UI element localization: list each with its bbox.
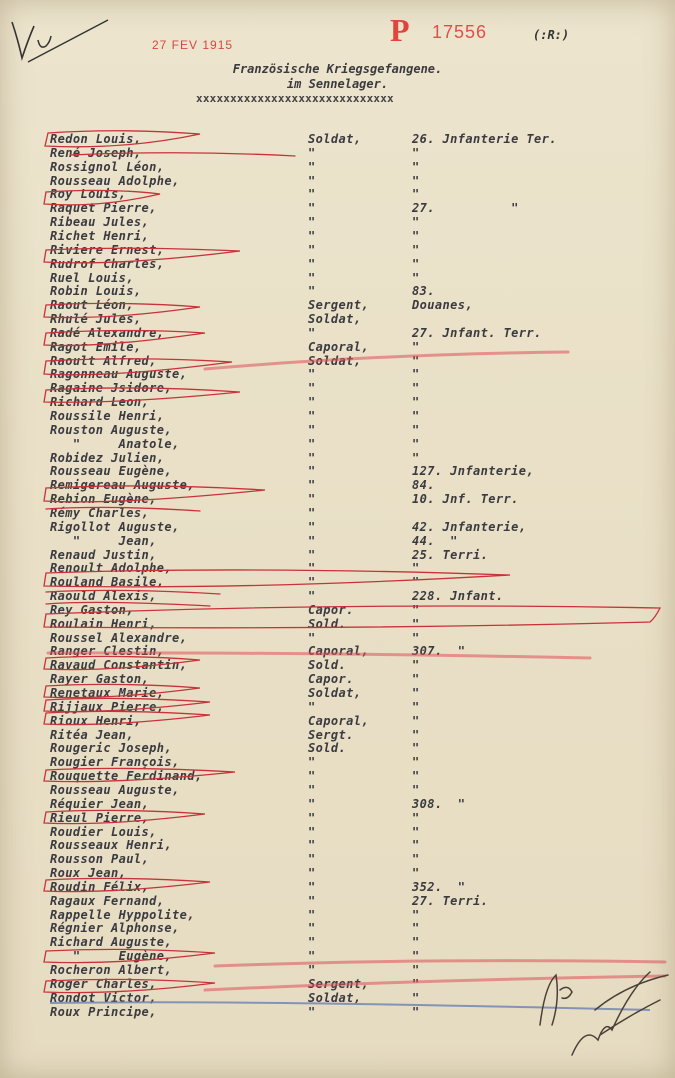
title-line-1: Französische Kriegsgefangene.: [232, 62, 443, 76]
prisoner-rank: ": [308, 963, 316, 977]
prisoner-name: Richard Auguste,: [50, 935, 172, 950]
prisoner-rank: ": [308, 879, 316, 894]
prisoner-unit: ": [412, 755, 420, 770]
prisoner-unit: ": [412, 907, 420, 922]
prisoner-rank: ": [308, 436, 316, 451]
prisoner-name: Redon Louis,: [50, 132, 142, 146]
prisoner-unit: ": [412, 436, 420, 451]
prisoner-rank: ": [308, 782, 316, 797]
prisoner-rank: ": [308, 505, 316, 520]
prisoner-rank: ": [308, 256, 316, 271]
prisoner-name: Rémy Charles,: [50, 505, 150, 520]
prisoner-rank: ": [308, 935, 316, 950]
prisoner-unit: ": [412, 658, 420, 673]
prisoner-unit: 42. Jnfanterie,: [412, 519, 527, 534]
prisoner-name: Roulain Henri,: [50, 616, 157, 631]
prisoner-rank: ": [308, 866, 316, 880]
prisoner-name: Rousson Paul,: [50, 852, 150, 867]
prisoner-unit: ": [412, 741, 420, 756]
prisoner-unit: 127. Jnfanterie,: [412, 464, 534, 479]
prisoner-unit: 308. ": [412, 796, 466, 811]
prisoner-rank: ": [308, 492, 316, 507]
prisoner-name: Rouland Basile,: [50, 575, 165, 590]
prisoner-name: Rougier François,: [50, 755, 180, 770]
prisoner-name: Riviere Ernest,: [50, 242, 165, 257]
prisoner-unit: 228. Jnfant.: [412, 589, 504, 603]
prisoner-name: Rossignol Léon,: [50, 159, 165, 174]
prisoner-name: Roux Principe,: [50, 1004, 157, 1019]
prisoner-rank: ": [308, 755, 316, 770]
prisoner-rank: ": [308, 921, 316, 936]
prisoner-unit: ": [412, 381, 420, 396]
prisoner-rank: ": [308, 561, 316, 576]
prisoner-name: Ragaine Jsidore,: [50, 381, 172, 396]
prisoner-rank: ": [308, 630, 316, 645]
prisoner-name: " Anatole,: [50, 436, 180, 451]
prisoner-name: Richard Leon,: [50, 395, 150, 410]
prisoner-unit: ": [412, 963, 420, 977]
prisoner-rank: ": [308, 422, 316, 437]
prisoner-unit: ": [412, 990, 420, 1005]
prisoner-name: " Jean,: [50, 533, 157, 548]
prisoner-rank: ": [308, 852, 316, 867]
prisoner-unit: ": [412, 422, 420, 437]
prisoner-unit: ": [412, 824, 420, 839]
prisoner-rank: ": [308, 367, 316, 382]
prisoner-rank: ": [308, 381, 316, 396]
prisoner-name: Roussile Henri,: [50, 409, 165, 423]
prisoner-unit: ": [412, 672, 420, 687]
prisoner-unit: 307. ": [412, 644, 466, 659]
stamp-number: 17556: [432, 22, 488, 42]
prisoner-name: Rhulé Jules,: [50, 312, 142, 326]
prisoner-unit: ": [412, 866, 420, 880]
prisoner-rank: ": [308, 270, 316, 285]
prisoner-unit: ": [412, 409, 420, 423]
prisoner-name: Rey Gaston,: [50, 602, 134, 617]
prisoner-unit: ": [412, 159, 420, 174]
prisoner-unit: ": [412, 450, 420, 465]
prisoner-name: Raoult Alfred,: [50, 353, 157, 368]
prisoner-rank: ": [308, 228, 316, 243]
prisoner-rank: ": [308, 201, 316, 216]
prisoner-rank: ": [308, 478, 316, 493]
prisoner-name: Rondot Victor,: [50, 990, 157, 1005]
stamp-letter: P: [390, 12, 410, 48]
prisoner-name: Renaud Justin,: [50, 547, 157, 562]
prisoner-name: Rappelle Hyppolite,: [50, 907, 195, 922]
prisoner-name: Ribeau Jules,: [50, 215, 150, 230]
prisoner-unit: ": [412, 242, 420, 257]
prisoner-rank: ": [308, 215, 316, 230]
prisoner-name: Roux Jean,: [50, 866, 127, 880]
prisoner-name: Rouquette Ferdinand,: [50, 769, 203, 784]
prisoner-rank: Soldat,: [308, 686, 362, 700]
prisoner-name: Rousseau Auguste,: [50, 782, 180, 797]
prisoner-unit: ": [412, 699, 420, 714]
prisoner-unit: 83.: [412, 284, 435, 299]
prisoner-unit: ": [412, 921, 420, 936]
prisoner-name: Rocheron Albert,: [50, 963, 172, 977]
prisoner-rank: Soldat,: [308, 990, 362, 1005]
prisoner-rank: Caporal,: [308, 339, 369, 354]
prisoner-unit: 352. ": [412, 879, 466, 894]
prisoner-rank: Sergt.: [308, 727, 354, 742]
prisoner-rank: ": [308, 159, 316, 174]
prisoner-rank: Sold.: [308, 616, 347, 631]
prisoner-unit: ": [412, 782, 420, 797]
prisoner-unit: ": [412, 395, 420, 410]
prisoner-rank: Capor.: [308, 602, 354, 617]
prisoner-name: Raquet Pierre,: [50, 201, 157, 216]
prisoner-unit: 44. ": [412, 533, 458, 548]
prisoner-name: Rousseaux Henri,: [50, 838, 172, 853]
prisoner-rank: ": [308, 547, 316, 562]
prisoner-name: Rayer Gaston,: [50, 672, 150, 687]
title-line-2: im Sennelager.: [286, 77, 389, 91]
prisoner-name: Rousseau Adolphe,: [50, 173, 180, 188]
prisoner-unit: ": [412, 810, 420, 825]
prisoner-rank: Soldat,: [308, 312, 362, 326]
prisoner-rank: ": [308, 409, 316, 423]
prisoner-name: Raout Léon,: [50, 298, 134, 313]
prisoner-name: Ragonneau Auguste,: [50, 367, 188, 382]
prisoner-name: Roudin Félix,: [50, 879, 150, 894]
prisoner-rank: ": [308, 450, 316, 465]
prisoner-name: Robidez Julien,: [50, 450, 165, 465]
prisoner-rank: ": [308, 575, 316, 590]
prisoner-rank: ": [308, 325, 316, 340]
prisoner-unit: ": [412, 145, 420, 160]
prisoner-name: Richet Henri,: [50, 228, 150, 243]
prisoner-rank: ": [308, 893, 316, 908]
prisoner-name: Roger Charles,: [50, 976, 157, 991]
prisoner-rank: ": [308, 699, 316, 714]
prisoner-name: Rouston Auguste,: [50, 422, 172, 437]
prisoner-name: Ragaux Fernand,: [50, 893, 165, 908]
prisoner-rank: ": [308, 589, 316, 603]
prisoner-unit: ": [412, 215, 420, 230]
prisoner-rank: Caporal,: [308, 713, 369, 728]
prisoner-name: Rudrof Charles,: [50, 256, 165, 271]
prisoner-name: Ruel Louis,: [50, 270, 134, 285]
prisoner-name: Raould Alexis,: [50, 589, 157, 603]
prisoner-unit: ": [412, 769, 420, 784]
prisoner-rank: Sold.: [308, 741, 347, 756]
prisoner-name: Renetaux Marie,: [50, 686, 165, 700]
prisoner-name: Ravaud Constantin,: [50, 658, 188, 673]
prisoner-name: Régnier Alphonse,: [50, 921, 180, 936]
prisoner-unit: 27. Terri.: [412, 893, 489, 908]
prisoner-rank: Caporal,: [308, 644, 369, 659]
prisoner-name: René Joseph,: [50, 145, 142, 160]
prisoner-name: Rebion Eugène,: [50, 492, 157, 507]
prisoner-name: Rougeric Joseph,: [50, 741, 172, 756]
prisoner-unit: 84.: [412, 478, 435, 493]
prisoner-rank: Sold.: [308, 658, 347, 673]
prisoner-unit: ": [412, 1004, 420, 1019]
prisoner-unit: ": [412, 270, 420, 285]
prisoner-rank: ": [308, 145, 316, 160]
prisoner-unit: ": [412, 339, 420, 354]
prisoner-name: Robin Louis,: [50, 284, 142, 299]
prisoner-rank: ": [308, 173, 316, 188]
prisoner-rank: ": [308, 395, 316, 410]
prisoner-unit: ": [412, 616, 420, 631]
prisoner-rank: Sergent,: [308, 976, 369, 991]
prisoner-rank: ": [308, 533, 316, 548]
prisoner-unit: ": [412, 228, 420, 243]
prisoner-name: Rieul Pierre,: [50, 810, 150, 825]
prisoner-unit: ": [412, 852, 420, 867]
prisoner-rank: Soldat,: [308, 353, 362, 368]
prisoner-unit: 27. Jnfant. Terr.: [412, 325, 542, 340]
prisoner-unit: 27. ": [412, 201, 519, 216]
prisoner-name: Ritéa Jean,: [50, 727, 134, 742]
prisoner-unit: 10. Jnf. Terr.: [412, 492, 519, 507]
prisoner-rank: ": [308, 1004, 316, 1019]
prisoner-name: Ranger Clestin,: [50, 644, 165, 659]
prisoner-rank: Soldat,: [308, 132, 362, 146]
prisoner-rank: ": [308, 810, 316, 825]
prisoner-name: Rijjaux Pierre,: [50, 699, 165, 714]
prisoner-unit: 26. Jnfanterie Ter.: [412, 132, 557, 146]
prisoner-rank: ": [308, 187, 316, 202]
prisoner-rank: ": [308, 769, 316, 784]
prisoner-rank: ": [308, 907, 316, 922]
prisoner-rank: ": [308, 796, 316, 811]
prisoner-rank: Sergent,: [308, 298, 369, 313]
prisoner-name: Ragot Emile,: [50, 339, 142, 354]
prisoner-unit: ": [412, 935, 420, 950]
document-code: (:R:): [533, 28, 570, 42]
prisoner-unit: Douanes,: [412, 298, 473, 313]
prisoner-unit: ": [412, 630, 420, 645]
prisoner-name: Remigereau Auguste,: [50, 478, 195, 493]
prisoner-name: " Eugène,: [50, 949, 172, 964]
prisoner-rank: ": [308, 824, 316, 839]
prisoner-unit: 25. Terri.: [412, 547, 489, 562]
prisoner-rank: Capor.: [308, 672, 354, 687]
prisoner-rank: ": [308, 242, 316, 257]
prisoner-rank: ": [308, 949, 316, 964]
prisoner-rank: ": [308, 284, 316, 299]
prisoner-name: Rioux Henri,: [50, 713, 142, 728]
prisoner-unit: ": [412, 976, 420, 991]
prisoner-unit: ": [412, 686, 420, 700]
prisoner-name: Roussel Alexandre,: [50, 630, 188, 645]
prisoner-unit: ": [412, 173, 420, 188]
prisoner-rank: ": [308, 519, 316, 534]
prisoner-name: Réquier Jean,: [50, 796, 150, 811]
prisoner-name: Renoult Adolphe,: [50, 561, 172, 576]
prisoner-unit: ": [412, 353, 420, 368]
prisoner-name: Rigollot Auguste,: [50, 519, 180, 534]
prisoner-unit: ": [412, 727, 420, 742]
prisoner-unit: ": [412, 713, 420, 728]
prisoner-rank: ": [308, 464, 316, 479]
prisoner-unit: ": [412, 367, 420, 382]
prisoner-unit: ": [412, 256, 420, 271]
prisoner-name: Rousseau Eugène,: [50, 464, 172, 479]
prisoner-unit: ": [412, 949, 420, 964]
prisoner-unit: ": [412, 838, 420, 853]
prisoner-name: Radé Alexandre,: [50, 325, 165, 340]
title-separator: xxxxxxxxxxxxxxxxxxxxxxxxxxxxx: [196, 92, 394, 105]
prisoner-name: Roy Louis,: [50, 187, 127, 202]
prisoner-unit: ": [412, 602, 420, 617]
prisoner-unit: ": [412, 561, 420, 576]
prisoner-unit: ": [412, 187, 420, 202]
prisoner-rank: ": [308, 838, 316, 853]
date-stamp: 27 FEV 1915: [152, 38, 234, 52]
prisoner-unit: ": [412, 575, 420, 590]
prisoner-name: Roudier Louis,: [50, 824, 157, 839]
